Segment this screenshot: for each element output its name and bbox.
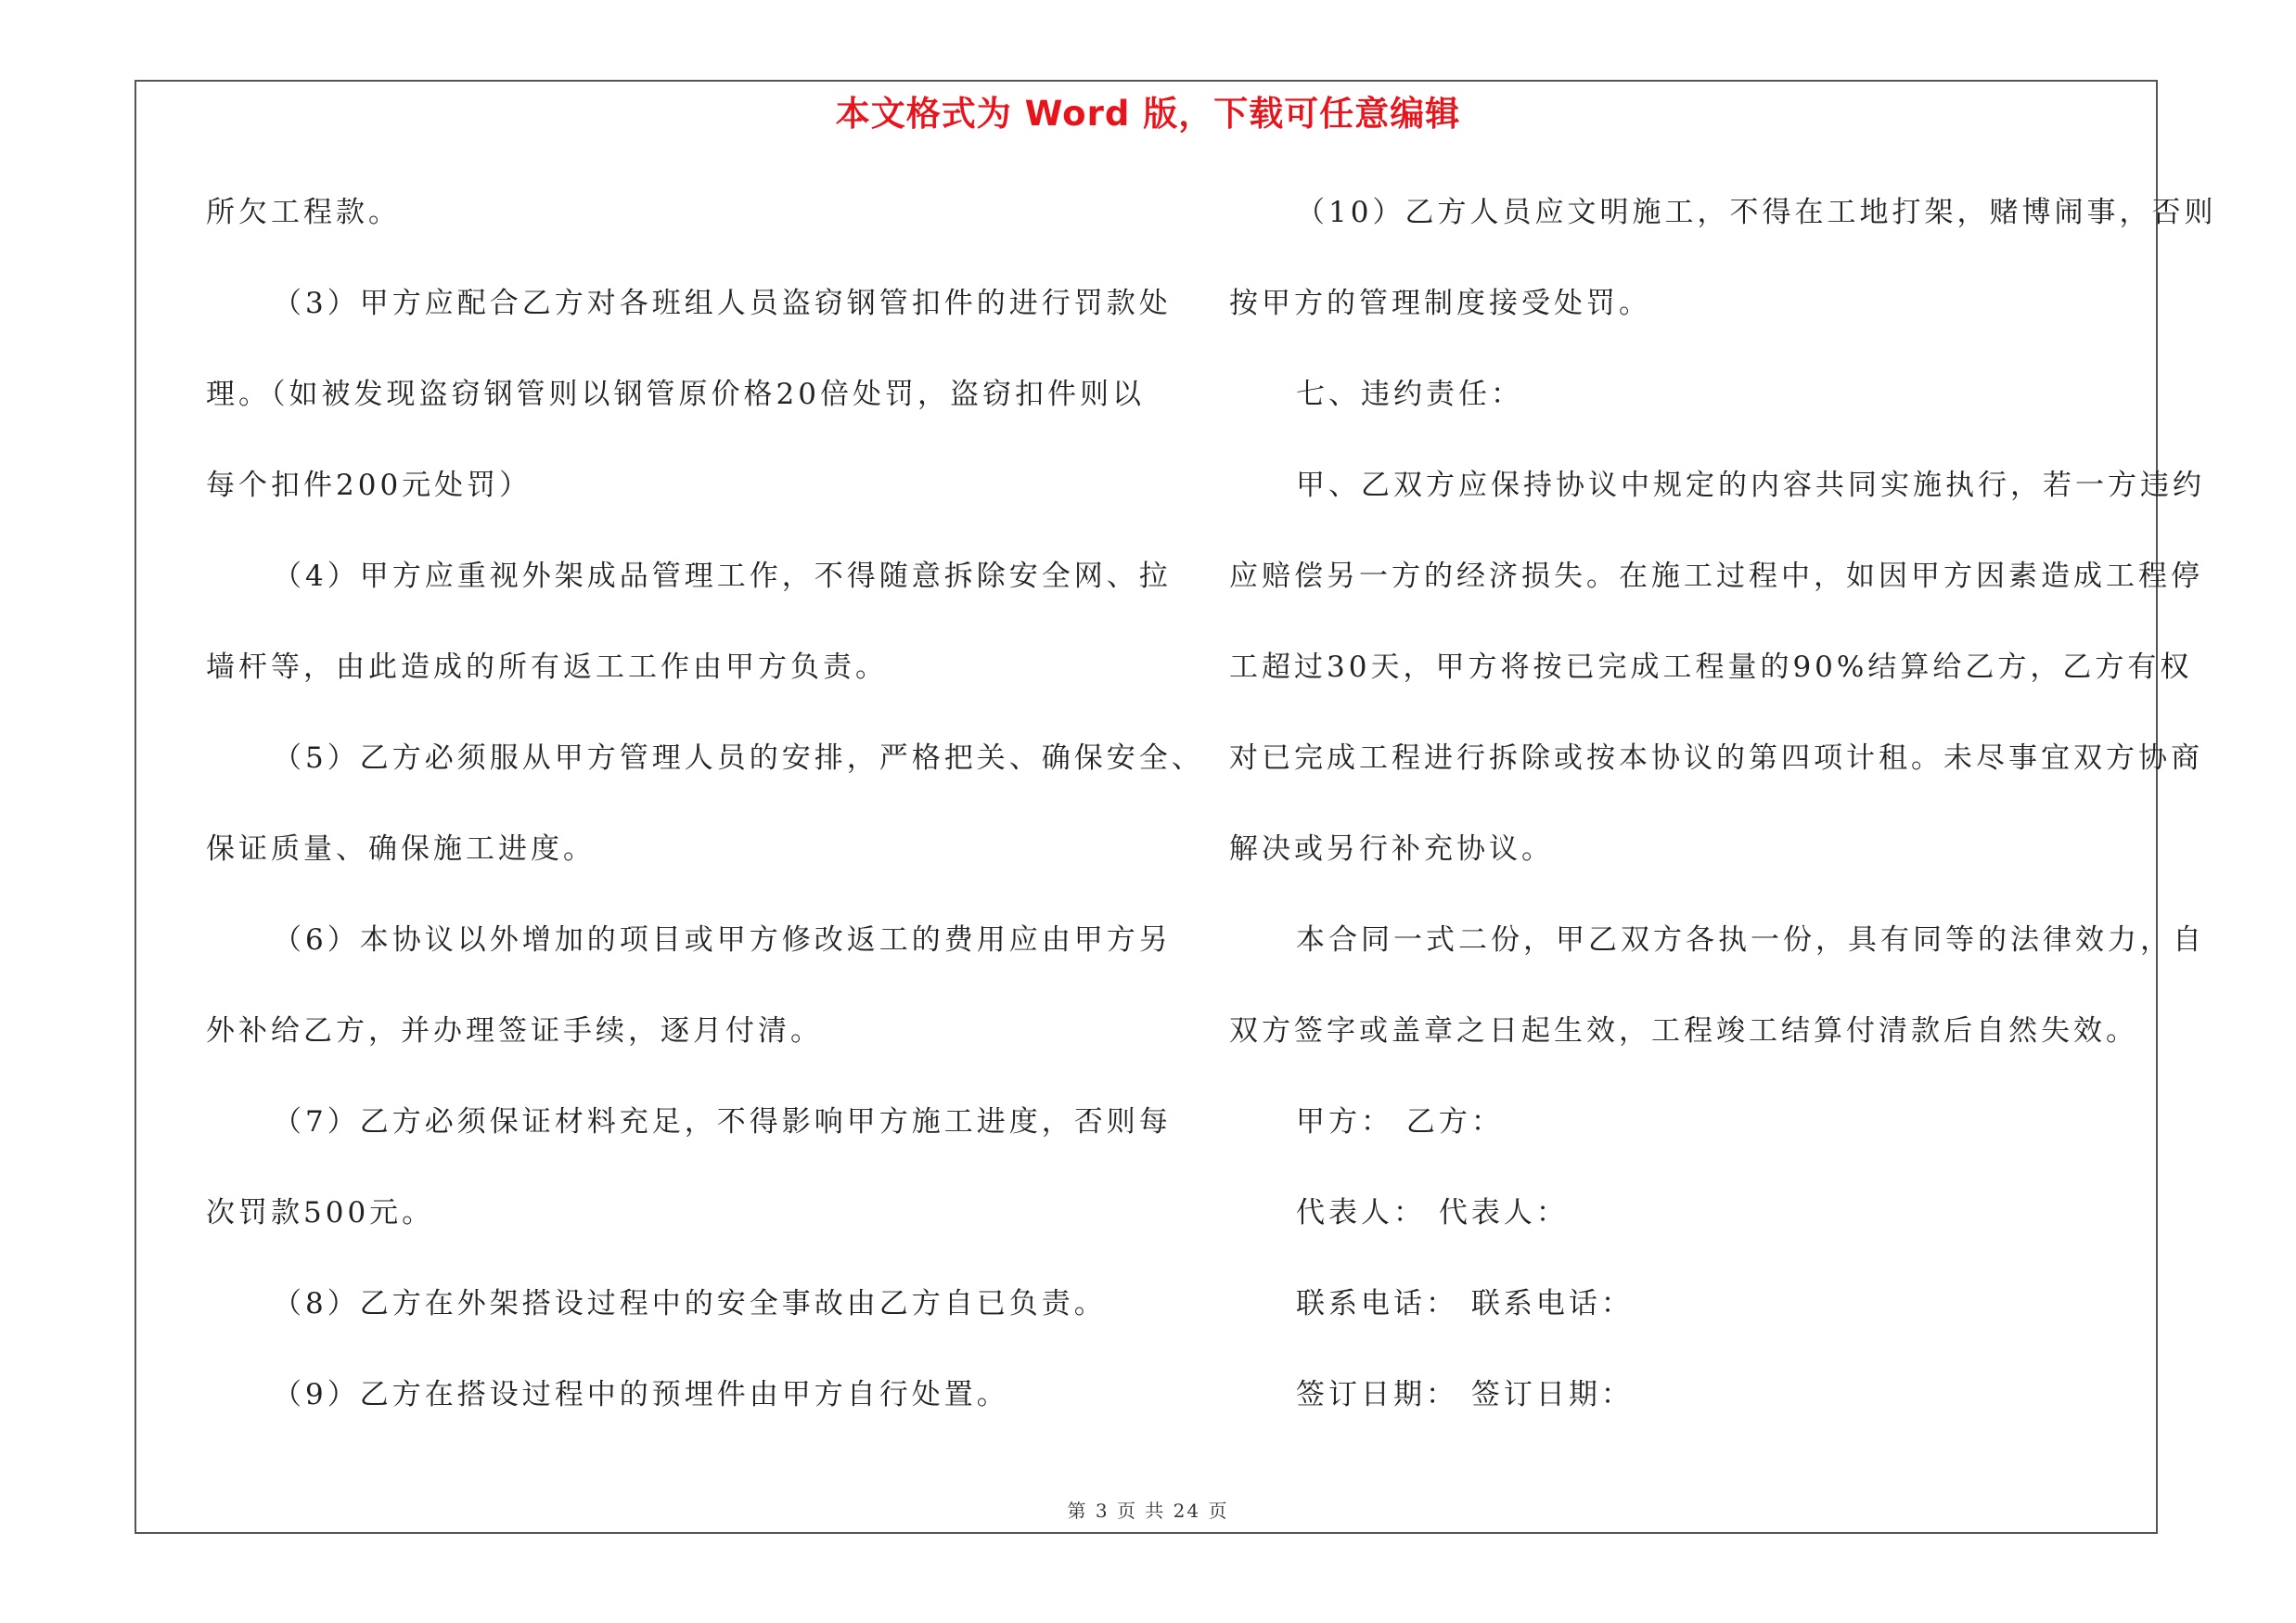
text-line: （7）乙方必须保证材料充足，不得影响甲方施工进度，否则每 — [273, 1105, 1172, 1139]
text-line: 工超过30天，甲方将按已完成工程量的90%结算给乙方，乙方有权 — [1229, 650, 2193, 684]
page-number-footer: 第 3 页 共 24 页 — [1067, 1500, 1229, 1522]
text-line: 解决或另行补充协议。 — [1229, 832, 1554, 866]
text-line: 次罚款500元。 — [206, 1196, 435, 1230]
text-line: （10）乙方人员应文明施工，不得在工地打架，赌博闹事，否则 — [1296, 196, 2217, 229]
text-line: 双方签字或盖章之日起生效，工程竣工结算付清款后自然失效。 — [1229, 1014, 2138, 1048]
text-line: （6）本协议以外增加的项目或甲方修改返工的费用应由甲方另 — [273, 923, 1172, 957]
text-line: 本合同一式二份，甲乙双方各执一份，具有同等的法律效力，自 — [1296, 923, 2205, 957]
text-line: 保证质量、确保施工进度。 — [206, 832, 596, 866]
right-column — [1229, 186, 2217, 1459]
text-line: （4）甲方应重视外架成品管理工作，不得随意拆除安全网、拉 — [273, 560, 1172, 593]
text-line: （8）乙方在外架搭设过程中的安全事故由乙方自已负责。 — [273, 1287, 1107, 1320]
text-line: 代表人： 代表人： — [1296, 1196, 1569, 1230]
text-line: 外补给乙方，并办理签证手续，逐月付清。 — [206, 1014, 823, 1048]
text-line: 理。（如被发现盗窃钢管则以钢管原价格20倍处罚，盗窃扣件则以 — [206, 378, 1145, 411]
text-line: 对已完成工程进行拆除或按本协议的第四项计租。未尽事宜双方协商 — [1229, 741, 2203, 775]
text-line: 甲、乙双方应保持协议中规定的内容共同实施执行，若一方违约 — [1296, 469, 2205, 502]
text-line: 联系电话： 联系电话： — [1296, 1287, 1634, 1320]
text-line: 每个扣件200元处罚） — [206, 469, 532, 502]
text-line: 按甲方的管理制度接受处罚。 — [1229, 287, 1651, 320]
text-line: 签订日期： 签订日期： — [1296, 1378, 1634, 1411]
word-format-banner: 本文格式为 Word 版，下载可任意编辑 — [835, 94, 1461, 134]
text-line: 墙杆等，由此造成的所有返工工作由甲方负责。 — [206, 650, 888, 684]
text-line: 甲方： 乙方： — [1296, 1105, 1504, 1139]
text-line: 所欠工程款。 — [206, 196, 401, 229]
text-line: 应赔偿另一方的经济损失。在施工过程中，如因甲方因素造成工程停 — [1229, 560, 2203, 593]
text-line: （9）乙方在搭设过程中的预埋件由甲方自行处置。 — [273, 1378, 1009, 1411]
left-column — [206, 186, 1204, 1459]
text-line: （5）乙方必须服从甲方管理人员的安排，严格把关、确保安全、 — [273, 741, 1204, 775]
text-line: （3）甲方应配合乙方对各班组人员盗窃钢管扣件的进行罚款处 — [273, 287, 1172, 320]
text-line: 七、违约责任： — [1296, 378, 1523, 411]
